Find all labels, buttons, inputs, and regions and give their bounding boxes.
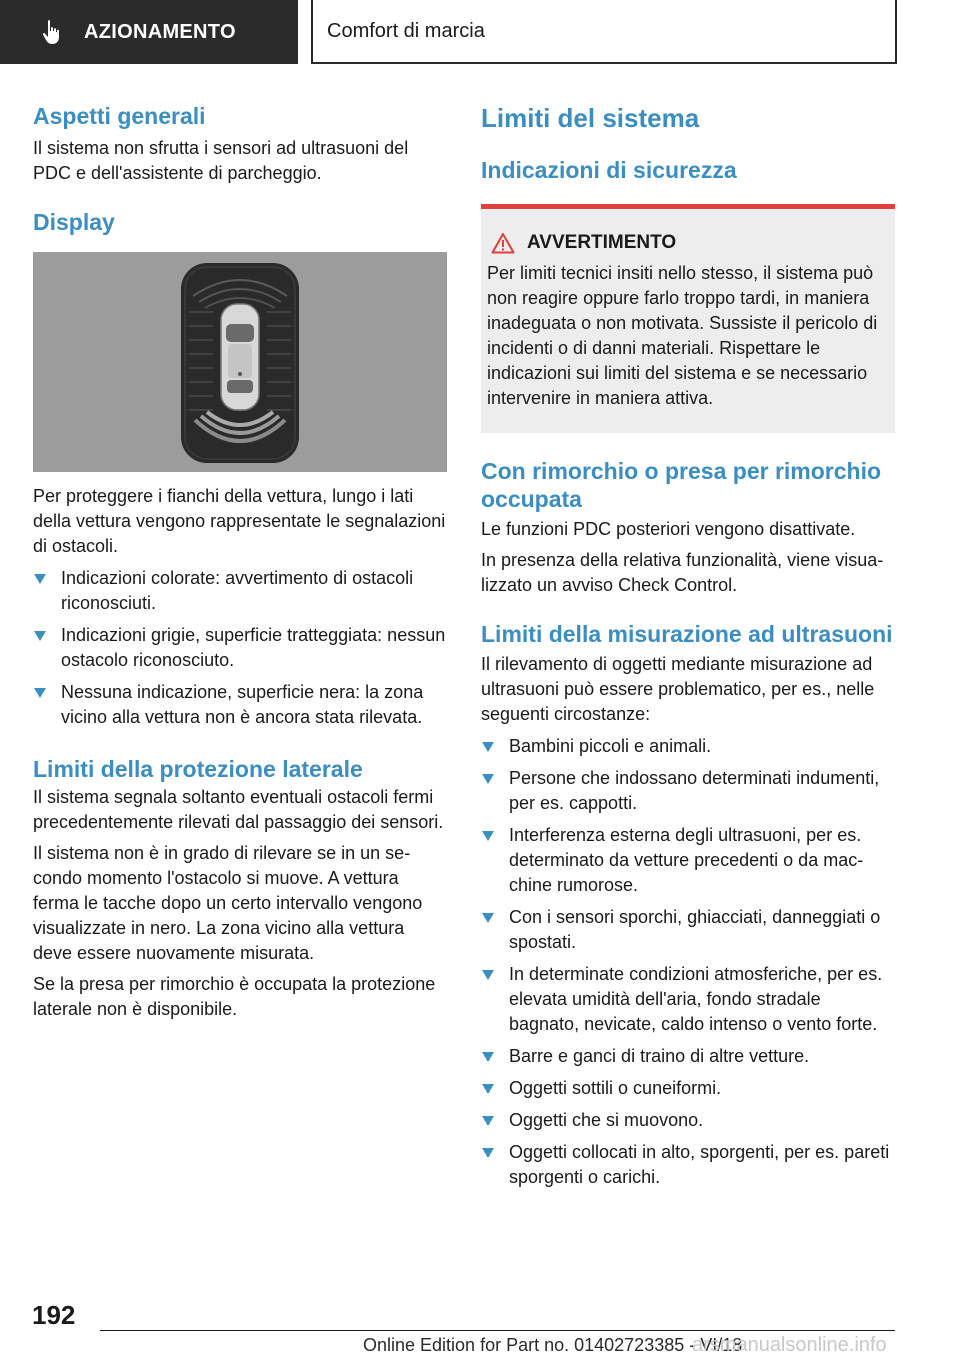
ultrasonic-circumstances-list — [481, 734, 895, 1190]
paragraph-display: Per proteggere i fianchi della vettura, lungo i lati della vettura vengono rappresentate le segnalazioni di ostacoli. — [33, 486, 446, 556]
triangle-bullet-icon — [482, 1084, 494, 1094]
list-item: Persone che indossano determinati indumenti, per es. cappotti. — [481, 766, 895, 816]
paragraph-trailer-1: Le funzioni PDC posteriori vengono disattivate. — [481, 519, 856, 539]
warning-box — [481, 204, 895, 433]
warning-triangle-icon — [491, 232, 515, 254]
display-illustration — [33, 252, 447, 472]
triangle-bullet-icon — [34, 631, 46, 641]
right-column — [481, 100, 895, 1190]
header-chapter-box — [311, 0, 897, 64]
heading-safety: Indicazioni di sicurezza — [481, 157, 737, 183]
chapter-title: Comfort di marcia — [327, 19, 485, 42]
car-top-view-graphic — [33, 252, 447, 472]
list-item: Indicazioni colorate: avvertimento di ostacoli riconosciuti. — [33, 566, 447, 616]
triangle-bullet-icon — [482, 1116, 494, 1126]
list-item: Interferenza esterna degli ultrasuoni, per es. determinato da vetture precedenti o da macchine rumorose. — [481, 823, 895, 898]
triangle-bullet-icon — [482, 774, 494, 784]
hand-icon — [40, 19, 64, 45]
warning-text: Per limiti tecnici insiti nello stesso, il sistema può non reagire oppure farlo troppo tardi, in maniera inadeguata o non motivata. Sussiste il pericolo di incidenti o di danni materiali. Rispettare le indicazioni sui limiti del sistema e se necessario intervenire in maniera attiva. — [487, 263, 878, 408]
paragraph-side-3: Se la presa per rimorchio è occupata la protezione laterale non è disponibile. — [33, 974, 436, 1019]
warning-title: AVVERTIMENTO — [527, 232, 677, 253]
page-number: 192 — [32, 1300, 76, 1330]
display-indications-list — [33, 566, 447, 730]
list-item: Oggetti che si muovono. — [481, 1108, 895, 1133]
triangle-bullet-icon — [482, 742, 494, 752]
triangle-bullet-icon — [482, 1148, 494, 1158]
triangle-bullet-icon — [34, 574, 46, 584]
triangle-bullet-icon — [34, 688, 46, 698]
paragraph-side-2: Il sistema non è in grado di rilevare se in un secondo momento l'ostacolo si muove. A vettura ferma le tacche dopo un certo intervallo vengono visualizzate in nero. La zona vicino alla vettura deve essere nuovamente misurata. — [33, 843, 423, 963]
list-item: Nessuna indicazione, superficie nera: la zona vicino alla vettura non è ancora stata rilevata. — [33, 680, 447, 730]
heading-trailer: Con rimorchio o presa per rimorchio occupata — [481, 458, 882, 512]
list-item: Con i sensori sporchi, ghiacciati, danneggiati o spostati. — [481, 905, 895, 955]
heading-display: Display — [33, 209, 115, 235]
heading-side-protection-limits: Limiti della protezione laterale — [33, 756, 363, 782]
paragraph-general: Il sistema non sfrutta i sensori ad ultrasuoni del PDC e dell'assistente di parcheggio. — [33, 138, 409, 183]
paragraph-side-1: Il sistema segnala soltanto eventuali ostacoli fermi precedentemente rilevati dal passaggio dei sensori. — [33, 787, 444, 832]
list-item: Indicazioni grigie, superficie tratteggiata: nessun ostacolo riconosciuto. — [33, 623, 447, 673]
heading-general: Aspetti generali — [33, 103, 206, 129]
paragraph-trailer-2: In presenza della relativa funzionalità, viene visualizzato un avviso Check Control. — [481, 550, 884, 595]
list-item: Bambini piccoli e animali. — [481, 734, 895, 759]
watermark: arsmanualsonline.info — [692, 1334, 887, 1356]
header-section-tab — [0, 0, 298, 64]
section-title: AZIONAMENTO — [84, 20, 236, 43]
left-column — [33, 100, 447, 1022]
list-item: Oggetti collocati in alto, sporgenti, per es. pareti sporgenti o carichi. — [481, 1140, 895, 1190]
heading-system-limits: Limiti del sistema — [481, 103, 700, 133]
list-item: In determinate condizioni atmosferiche, per es. elevata umidità dell'aria, fondo stradale bagnato, nevicate, caldo intenso o vento forte. — [481, 962, 895, 1037]
warning-title-row — [487, 231, 887, 255]
triangle-bullet-icon — [482, 913, 494, 923]
footer-edition: Online Edition for Part no. 01402723385 - VI/18 — [363, 1335, 743, 1355]
paragraph-ultrasonic: Il rilevamento di oggetti mediante misurazione ad ultrasuoni può essere problematico, per es., nelle seguenti circostanze: — [481, 654, 875, 724]
triangle-bullet-icon — [482, 970, 494, 980]
list-item: Barre e ganci di traino di altre vetture. — [481, 1044, 895, 1069]
heading-ultrasonic-limits: Limiti della misurazione ad ultrasuoni — [481, 621, 893, 647]
triangle-bullet-icon — [482, 1052, 494, 1062]
list-item: Oggetti sottili o cuneiformi. — [481, 1076, 895, 1101]
triangle-bullet-icon — [482, 831, 494, 841]
